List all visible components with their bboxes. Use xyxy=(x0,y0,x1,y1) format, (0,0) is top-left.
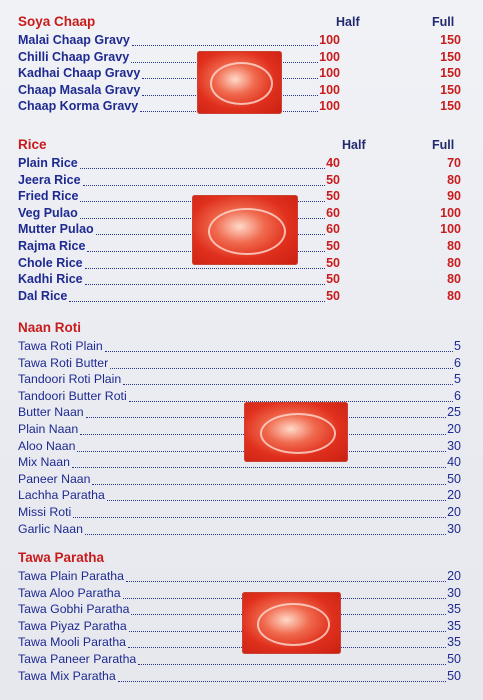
item-price: 50 xyxy=(447,651,461,666)
item-price: 35 xyxy=(447,635,461,650)
menu-item-row xyxy=(0,668,483,685)
full-price: 150 xyxy=(440,82,461,97)
item-name: Tawa Paneer Paratha xyxy=(18,651,137,666)
full-price: 150 xyxy=(440,66,461,81)
item-name: Jeera Rice xyxy=(18,172,81,187)
half-price: 100 xyxy=(319,66,340,81)
veg-pulao-dish-image xyxy=(192,195,298,265)
full-price: 100 xyxy=(440,222,461,237)
item-price: 20 xyxy=(447,504,461,519)
item-price: 20 xyxy=(447,569,461,583)
half-price: 50 xyxy=(326,288,340,303)
item-name: Tawa Mix Paratha xyxy=(18,668,116,683)
full-price: 90 xyxy=(447,189,461,204)
item-name: Tandoori Butter Roti xyxy=(18,388,127,403)
full-price: 100 xyxy=(440,205,461,220)
soya-chaap-header xyxy=(0,14,483,32)
half-price: 50 xyxy=(326,255,340,270)
menu-item-row xyxy=(0,338,483,355)
item-price: 20 xyxy=(447,421,461,436)
half-price: 40 xyxy=(326,156,340,170)
item-price: 40 xyxy=(447,455,461,470)
item-name: Kadhai Chaap Gravy xyxy=(18,66,141,81)
tawa-paratha-header xyxy=(0,550,483,568)
half-price: 60 xyxy=(326,205,340,220)
leader-dots xyxy=(105,349,453,352)
naan-roti-header xyxy=(0,320,483,338)
leader-dots xyxy=(85,282,325,285)
menu-item-row xyxy=(0,172,483,189)
leader-dots xyxy=(138,662,446,665)
half-price: 50 xyxy=(326,172,340,187)
item-price: 50 xyxy=(447,471,461,486)
item-name: Tawa Plain Paratha xyxy=(18,569,124,583)
item-price: 25 xyxy=(447,405,461,420)
item-name: Tandoori Roti Plain xyxy=(18,372,122,387)
item-name: Kadhi Rice xyxy=(18,272,83,287)
naan-roti-list xyxy=(0,338,483,537)
leader-dots xyxy=(72,465,446,468)
full-price: 150 xyxy=(440,33,461,47)
item-name: Chole Rice xyxy=(18,255,83,270)
tawa-paratha-dish-image xyxy=(242,592,341,654)
menu-item-row xyxy=(0,32,483,49)
item-name: Tawa Piyaz Paratha xyxy=(18,618,127,633)
menu-item-row xyxy=(0,288,483,305)
rice-header xyxy=(0,137,483,155)
leader-dots xyxy=(83,183,326,186)
full-price: 80 xyxy=(447,288,461,303)
item-name: Tawa Roti Plain xyxy=(18,339,103,353)
item-name: Tawa Gobhi Paratha xyxy=(18,602,130,617)
tawa-paratha-section xyxy=(0,550,483,684)
leader-dots xyxy=(69,299,325,302)
leader-dots xyxy=(92,482,446,485)
item-price: 35 xyxy=(447,618,461,633)
full-price: 80 xyxy=(447,238,461,253)
leader-dots xyxy=(85,532,446,535)
menu-item-row xyxy=(0,388,483,405)
half-price: 50 xyxy=(326,272,340,287)
menu-item-row xyxy=(0,371,483,388)
menu-item-row xyxy=(0,521,483,538)
half-price: 100 xyxy=(319,33,340,47)
menu-item-row xyxy=(0,471,483,488)
leader-dots xyxy=(73,515,446,518)
menu-item-row xyxy=(0,155,483,172)
soya-chaap-section xyxy=(0,14,483,115)
full-column-header: Full xyxy=(432,15,455,29)
section-title: Soya Chaap xyxy=(18,14,96,29)
menu-item-row xyxy=(0,651,483,668)
item-price: 6 xyxy=(454,388,461,403)
menu-item-row xyxy=(0,421,483,438)
leader-dots xyxy=(107,498,446,501)
full-column-header: Full xyxy=(432,138,455,152)
half-price: 60 xyxy=(326,222,340,237)
item-price: 50 xyxy=(447,668,461,683)
item-name: Chilli Chaap Gravy xyxy=(18,49,130,64)
menu-item-row xyxy=(0,504,483,521)
item-name: Tawa Roti Butter xyxy=(18,355,109,370)
item-name: Mutter Pulao xyxy=(18,222,94,237)
butter-naan-dish-image xyxy=(244,402,348,462)
item-name: Tawa Aloo Paratha xyxy=(18,585,121,600)
item-price: 30 xyxy=(447,521,461,536)
menu-item-row xyxy=(0,487,483,504)
item-name: Plain Rice xyxy=(18,156,78,170)
leader-dots xyxy=(118,679,446,682)
item-price: 5 xyxy=(454,372,461,387)
full-price: 150 xyxy=(440,49,461,64)
item-name: Lachha Paratha xyxy=(18,488,105,503)
menu-item-row xyxy=(0,271,483,288)
item-name: Fried Rice xyxy=(18,189,79,204)
half-column-header: Half xyxy=(336,15,360,29)
item-price: 20 xyxy=(447,488,461,503)
menu-item-row xyxy=(0,454,483,471)
item-name: Rajma Rice xyxy=(18,238,86,253)
item-name: Chaap Korma Gravy xyxy=(18,99,139,114)
item-name: Chaap Masala Gravy xyxy=(18,82,141,97)
rice-section xyxy=(0,137,483,304)
half-price: 100 xyxy=(319,99,340,114)
item-name: Missi Roti xyxy=(18,504,72,519)
leader-dots xyxy=(123,382,453,385)
item-name: Veg Pulao xyxy=(18,205,78,220)
menu-item-row xyxy=(0,404,483,421)
item-name: Paneer Naan xyxy=(18,471,91,486)
full-price: 80 xyxy=(447,272,461,287)
section-title: Tawa Paratha xyxy=(18,550,105,565)
item-name: Aloo Naan xyxy=(18,438,76,453)
half-price: 100 xyxy=(319,49,340,64)
item-price: 5 xyxy=(454,339,461,353)
menu-item-row xyxy=(0,568,483,585)
leader-dots xyxy=(126,579,446,582)
naan-roti-section xyxy=(0,320,483,537)
half-price: 50 xyxy=(326,189,340,204)
leader-dots xyxy=(132,43,318,46)
chilli-chaap-dish-image xyxy=(197,51,282,114)
full-price: 150 xyxy=(440,99,461,114)
item-price: 30 xyxy=(447,585,461,600)
half-price: 100 xyxy=(319,82,340,97)
menu-item-row xyxy=(0,438,483,455)
item-price: 6 xyxy=(454,355,461,370)
half-price: 50 xyxy=(326,238,340,253)
item-name: Garlic Naan xyxy=(18,521,83,536)
menu-item-row xyxy=(0,355,483,372)
section-title: Rice xyxy=(18,137,47,152)
item-price: 35 xyxy=(447,602,461,617)
item-name: Dal Rice xyxy=(18,288,68,303)
full-price: 70 xyxy=(447,156,461,170)
item-name: Mix Naan xyxy=(18,455,70,470)
item-price: 30 xyxy=(447,438,461,453)
leader-dots xyxy=(80,166,325,169)
item-name: Plain Naan xyxy=(18,421,79,436)
full-price: 80 xyxy=(447,255,461,270)
item-name: Butter Naan xyxy=(18,405,84,420)
leader-dots xyxy=(110,366,453,369)
item-name: Malai Chaap Gravy xyxy=(18,33,130,47)
half-column-header: Half xyxy=(342,138,366,152)
item-name: Tawa Mooli Paratha xyxy=(18,635,126,650)
section-title: Naan Roti xyxy=(18,320,82,335)
leader-dots xyxy=(85,266,325,269)
full-price: 80 xyxy=(447,172,461,187)
